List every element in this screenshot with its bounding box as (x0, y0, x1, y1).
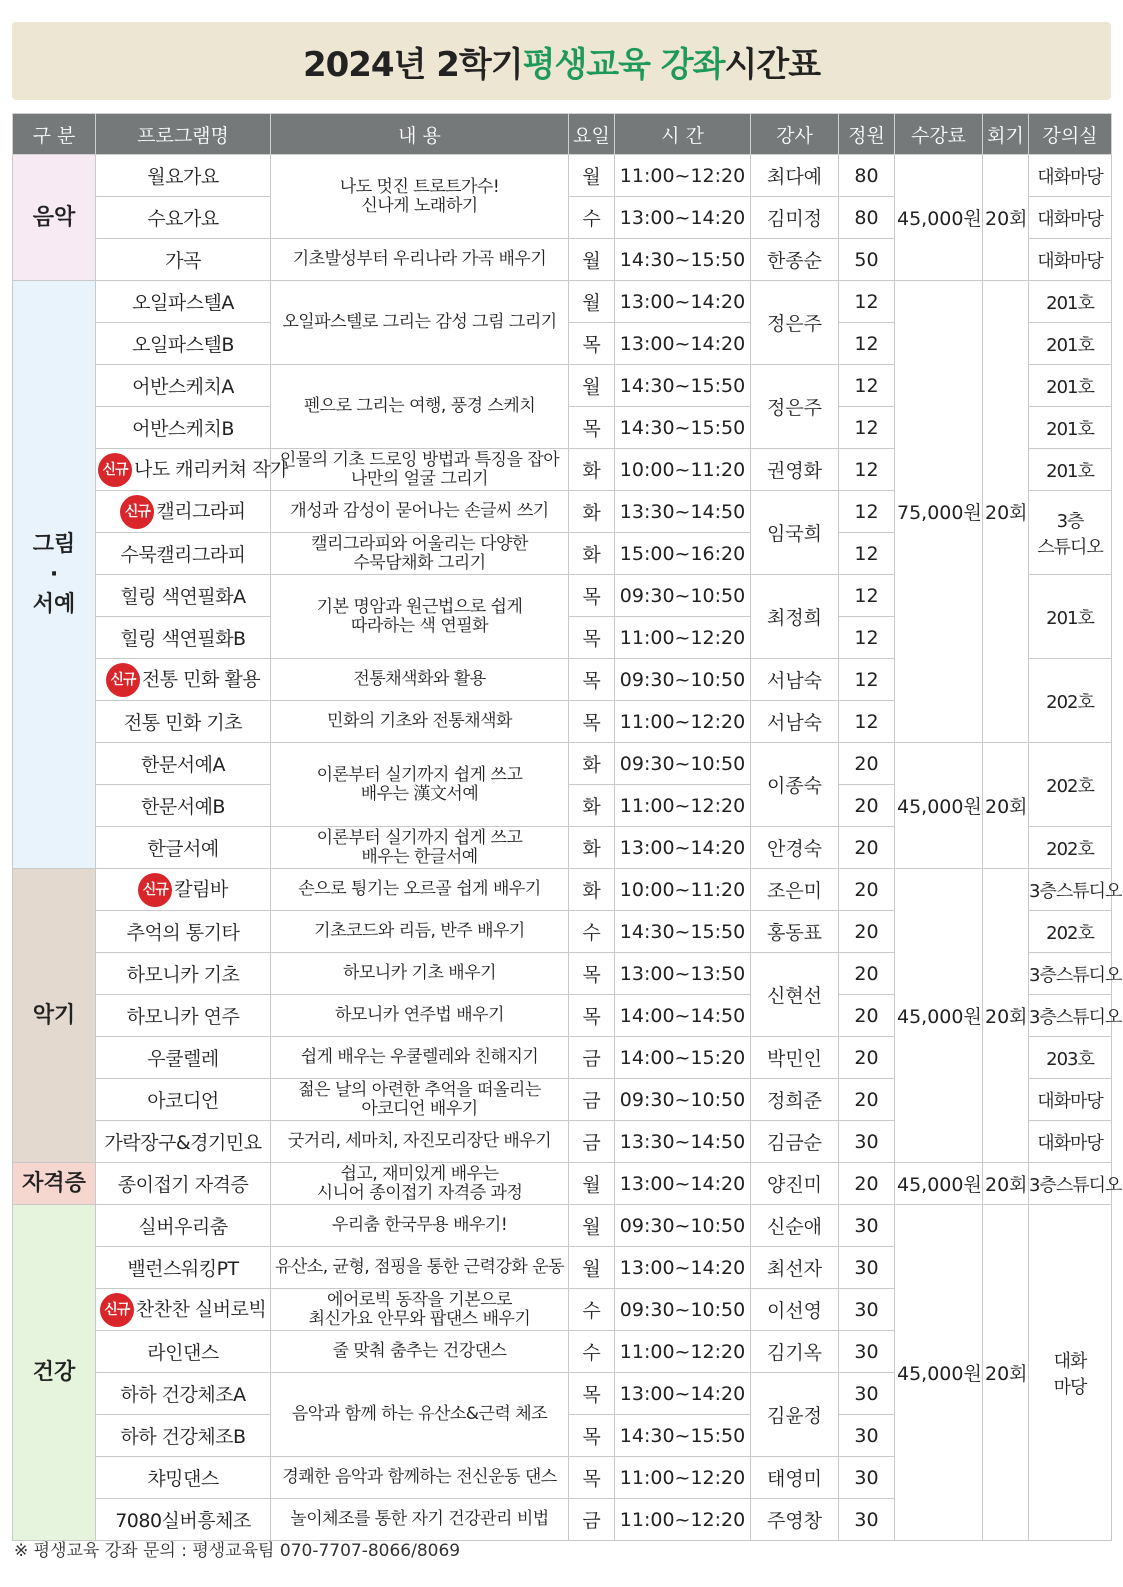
teacher-cell: 태영미 (751, 1457, 839, 1499)
time-cell: 14:30~15:50 (615, 1415, 751, 1457)
capacity-cell: 12 (839, 533, 895, 575)
program-content: 오일파스텔로 그리는 감성 그림 그리기 (271, 281, 569, 365)
program-content: 기초코드와 리듬, 반주 배우기 (271, 911, 569, 953)
teacher-cell: 김기옥 (751, 1331, 839, 1373)
program-content: 기본 명암과 원근법으로 쉽게 따라하는 색 연필화 (271, 575, 569, 659)
capacity-cell: 20 (839, 1163, 895, 1205)
day-cell: 목 (569, 1373, 615, 1415)
time-cell: 10:00~11:20 (615, 449, 751, 491)
room-cell: 202호 (1029, 827, 1112, 869)
program-name: 신규 칼림바 (96, 869, 271, 911)
time-cell: 14:30~15:50 (615, 239, 751, 281)
capacity-cell: 20 (839, 995, 895, 1037)
program-content: 기초발성부터 우리나라 가곡 배우기 (271, 239, 569, 281)
program-content: 개성과 감성이 묻어나는 손글씨 쓰기 (271, 491, 569, 533)
col-category-header: 구 분 (13, 114, 96, 155)
fee-cell: 45,000원 (895, 869, 983, 1163)
col-sessions-header: 회기 (983, 114, 1029, 155)
table-row (13, 281, 1112, 323)
capacity-cell: 30 (839, 1373, 895, 1415)
capacity-cell: 12 (839, 659, 895, 701)
col-fee-header: 수강료 (895, 114, 983, 155)
time-cell: 14:30~15:50 (615, 407, 751, 449)
time-cell: 09:30~10:50 (615, 743, 751, 785)
day-cell: 화 (569, 449, 615, 491)
day-cell: 목 (569, 575, 615, 617)
program-name: 오일파스텔A (96, 281, 271, 323)
program-name: 오일파스텔B (96, 323, 271, 365)
program-name: 7080실버흥체조 (96, 1499, 271, 1541)
program-name: 가곡 (96, 239, 271, 281)
teacher-cell: 권영화 (751, 449, 839, 491)
room-cell: 대화마당 (1029, 197, 1112, 239)
program-name: 라인댄스 (96, 1331, 271, 1373)
time-cell: 09:30~10:50 (615, 1289, 751, 1331)
col-teacher-header: 강사 (751, 114, 839, 155)
table-row (13, 869, 1112, 911)
capacity-cell: 20 (839, 1037, 895, 1079)
time-cell: 11:00~12:20 (615, 155, 751, 197)
new-badge: 신규 (100, 1293, 134, 1327)
program-name: 종이접기 자격증 (96, 1163, 271, 1205)
teacher-cell: 주영창 (751, 1499, 839, 1541)
day-cell: 목 (569, 659, 615, 701)
time-cell: 11:00~12:20 (615, 701, 751, 743)
time-cell: 11:00~12:20 (615, 785, 751, 827)
sessions-cell: 20회 (983, 1163, 1029, 1205)
program-content: 펜으로 그리는 여행, 풍경 스케치 (271, 365, 569, 449)
capacity-cell: 12 (839, 281, 895, 323)
program-name: 한글서예 (96, 827, 271, 869)
program-name: 어반스케치A (96, 365, 271, 407)
time-cell: 13:00~13:50 (615, 953, 751, 995)
capacity-cell: 30 (839, 1289, 895, 1331)
program-content: 인물의 기초 드로잉 방법과 특징을 잡아 나만의 얼굴 그리기 (271, 449, 569, 491)
capacity-cell: 50 (839, 239, 895, 281)
program-name: 챠밍댄스 (96, 1457, 271, 1499)
capacity-cell: 12 (839, 617, 895, 659)
room-cell: 202호 (1029, 659, 1112, 743)
header-row (13, 114, 1112, 155)
day-cell: 금 (569, 1499, 615, 1541)
program-name: 밸런스워킹PT (96, 1247, 271, 1289)
category-cell: 음악 (13, 155, 96, 281)
day-cell: 월 (569, 365, 615, 407)
day-cell: 화 (569, 491, 615, 533)
teacher-cell: 김미정 (751, 197, 839, 239)
time-cell: 13:30~14:50 (615, 491, 751, 533)
category-cell: 악기 (13, 869, 96, 1163)
day-cell: 목 (569, 323, 615, 365)
time-cell: 09:30~10:50 (615, 575, 751, 617)
teacher-cell: 최선자 (751, 1247, 839, 1289)
capacity-cell: 12 (839, 365, 895, 407)
capacity-cell: 20 (839, 953, 895, 995)
room-cell: 3층스튜디오 (1029, 869, 1112, 911)
time-cell: 13:00~14:20 (615, 1163, 751, 1205)
capacity-cell: 20 (839, 785, 895, 827)
capacity-cell: 20 (839, 1079, 895, 1121)
program-name: 실버우리춤 (96, 1205, 271, 1247)
program-name: 신규 캘리그라피 (96, 491, 271, 533)
time-cell: 11:00~12:20 (615, 617, 751, 659)
program-content: 쉽게 배우는 우쿨렐레와 친해지기 (271, 1037, 569, 1079)
time-cell: 14:30~15:50 (615, 365, 751, 407)
teacher-cell: 김금순 (751, 1121, 839, 1163)
program-name: 하하 건강체조A (96, 1373, 271, 1415)
room-cell: 3층스튜디오 (1029, 995, 1112, 1037)
program-name: 하모니카 기초 (96, 953, 271, 995)
sessions-cell: 20회 (983, 155, 1029, 281)
room-cell: 201호 (1029, 407, 1112, 449)
day-cell: 월 (569, 155, 615, 197)
capacity-cell: 12 (839, 575, 895, 617)
program-name: 전통 민화 기초 (96, 701, 271, 743)
program-content: 나도 멋진 트로트가수! 신나게 노래하기 (271, 155, 569, 239)
day-cell: 금 (569, 1079, 615, 1121)
program-content: 에어로빅 동작을 기본으로 최신가요 안무와 팝댄스 배우기 (271, 1289, 569, 1331)
day-cell: 목 (569, 953, 615, 995)
day-cell: 금 (569, 1037, 615, 1079)
capacity-cell: 30 (839, 1121, 895, 1163)
new-badge: 신규 (120, 495, 154, 529)
program-content: 놀이체조를 통한 자기 건강관리 비법 (271, 1499, 569, 1541)
program-content: 민화의 기초와 전통채색화 (271, 701, 569, 743)
capacity-cell: 80 (839, 197, 895, 239)
day-cell: 목 (569, 617, 615, 659)
time-cell: 11:00~12:20 (615, 1457, 751, 1499)
room-cell: 3층스튜디오 (1029, 1163, 1112, 1205)
program-name: 신규 나도 캐리커쳐 작가 (96, 449, 271, 491)
program-name: 신규 전통 민화 활용 (96, 659, 271, 701)
teacher-cell: 양진미 (751, 1163, 839, 1205)
program-name: 수요가요 (96, 197, 271, 239)
capacity-cell: 30 (839, 1415, 895, 1457)
title-highlight: 평생교육 강좌 (522, 44, 725, 85)
teacher-cell: 한종순 (751, 239, 839, 281)
title-text: 2024년 2학기 (302, 44, 523, 85)
program-content: 쉽고, 재미있게 배우는 시니어 종이접기 자격증 과정 (271, 1163, 569, 1205)
program-content: 전통채색화와 활용 (271, 659, 569, 701)
program-content: 캘리그라피와 어울리는 다양한 수묵담채화 그리기 (271, 533, 569, 575)
room-cell: 대화마당 (1029, 239, 1112, 281)
program-name: 아코디언 (96, 1079, 271, 1121)
teacher-cell: 서남숙 (751, 701, 839, 743)
capacity-cell: 20 (839, 743, 895, 785)
day-cell: 월 (569, 1247, 615, 1289)
time-cell: 10:00~11:20 (615, 869, 751, 911)
category-cell: 그림 · 서예 (13, 281, 96, 869)
sessions-cell: 20회 (983, 869, 1029, 1163)
time-cell: 09:30~10:50 (615, 659, 751, 701)
program-content: 이론부터 실기까지 쉽게 쓰고 배우는 漢文서예 (271, 743, 569, 827)
sessions-cell: 20회 (983, 281, 1029, 743)
title-text-end: 시간표 (724, 44, 821, 85)
time-cell: 14:30~15:50 (615, 911, 751, 953)
col-capacity-header: 정원 (839, 114, 895, 155)
program-content: 젊은 날의 아련한 추억을 떠올리는 아코디언 배우기 (271, 1079, 569, 1121)
teacher-cell: 서남숙 (751, 659, 839, 701)
teacher-cell: 최다예 (751, 155, 839, 197)
teacher-cell: 조은미 (751, 869, 839, 911)
time-cell: 13:30~14:50 (615, 1121, 751, 1163)
day-cell: 목 (569, 995, 615, 1037)
capacity-cell: 20 (839, 827, 895, 869)
day-cell: 목 (569, 1415, 615, 1457)
teacher-cell: 신순애 (751, 1205, 839, 1247)
time-cell: 13:00~14:20 (615, 197, 751, 239)
room-cell: 대화마당 (1029, 155, 1112, 197)
program-content: 줄 맞춰 춤추는 건강댄스 (271, 1331, 569, 1373)
program-name: 월요가요 (96, 155, 271, 197)
table-row (13, 155, 1112, 197)
day-cell: 수 (569, 197, 615, 239)
program-name: 우쿨렐레 (96, 1037, 271, 1079)
category-cell: 건강 (13, 1205, 96, 1541)
program-name: 수묵캘리그라피 (96, 533, 271, 575)
capacity-cell: 20 (839, 911, 895, 953)
program-content: 손으로 튕기는 오르골 쉽게 배우기 (271, 869, 569, 911)
footer-note: ※ 평생교육 강좌 문의 : 평생교육팀 070-7707-8066/8069 (14, 1541, 461, 1561)
time-cell: 14:00~15:20 (615, 1037, 751, 1079)
program-name: 힐링 색연필화B (96, 617, 271, 659)
teacher-cell: 정은주 (751, 281, 839, 365)
col-content-header: 내 용 (271, 114, 569, 155)
day-cell: 수 (569, 1289, 615, 1331)
capacity-cell: 30 (839, 1205, 895, 1247)
teacher-cell: 김윤정 (751, 1373, 839, 1457)
col-program-header: 프로그램명 (96, 114, 271, 155)
day-cell: 목 (569, 701, 615, 743)
program-content: 하모니카 기초 배우기 (271, 953, 569, 995)
fee-cell: 75,000원 (895, 281, 983, 743)
program-name: 하하 건강체조B (96, 1415, 271, 1457)
capacity-cell: 12 (839, 449, 895, 491)
time-cell: 15:00~16:20 (615, 533, 751, 575)
room-cell: 3층스튜디오 (1029, 953, 1112, 995)
sessions-cell: 20회 (983, 743, 1029, 869)
new-badge: 신규 (106, 663, 140, 697)
teacher-cell: 이선영 (751, 1289, 839, 1331)
day-cell: 월 (569, 281, 615, 323)
day-cell: 화 (569, 743, 615, 785)
program-name: 신규 찬찬찬 실버로빅 (96, 1289, 271, 1331)
program-name: 한문서예B (96, 785, 271, 827)
capacity-cell: 12 (839, 407, 895, 449)
day-cell: 화 (569, 827, 615, 869)
new-badge: 신규 (138, 873, 172, 907)
teacher-cell: 이종숙 (751, 743, 839, 827)
capacity-cell: 30 (839, 1247, 895, 1289)
time-cell: 14:00~14:50 (615, 995, 751, 1037)
time-cell: 13:00~14:20 (615, 323, 751, 365)
teacher-cell: 최정희 (751, 575, 839, 659)
day-cell: 화 (569, 785, 615, 827)
capacity-cell: 12 (839, 701, 895, 743)
day-cell: 수 (569, 1331, 615, 1373)
time-cell: 13:00~14:20 (615, 1247, 751, 1289)
capacity-cell: 20 (839, 869, 895, 911)
day-cell: 금 (569, 1121, 615, 1163)
program-content: 이론부터 실기까지 쉽게 쓰고 배우는 한글서예 (271, 827, 569, 869)
capacity-cell: 30 (839, 1457, 895, 1499)
room-cell: 201호 (1029, 281, 1112, 323)
room-cell: 202호 (1029, 911, 1112, 953)
teacher-cell: 박민인 (751, 1037, 839, 1079)
room-cell: 대화마당 (1029, 1079, 1112, 1121)
fee-cell: 45,000원 (895, 1205, 983, 1541)
new-badge: 신규 (98, 453, 132, 487)
program-name: 힐링 색연필화A (96, 575, 271, 617)
category-cell: 자격증 (13, 1163, 96, 1205)
teacher-cell: 신현선 (751, 953, 839, 1037)
teacher-cell: 정희준 (751, 1079, 839, 1121)
col-day-header: 요일 (569, 114, 615, 155)
day-cell: 월 (569, 239, 615, 281)
day-cell: 수 (569, 911, 615, 953)
time-cell: 13:00~14:20 (615, 1373, 751, 1415)
teacher-cell: 정은주 (751, 365, 839, 449)
capacity-cell: 12 (839, 491, 895, 533)
room-cell: 201호 (1029, 449, 1112, 491)
program-content: 음악과 함께 하는 유산소&근력 체조 (271, 1373, 569, 1457)
table-row (13, 1205, 1112, 1247)
time-cell: 13:00~14:20 (615, 827, 751, 869)
room-cell: 대화 마당 (1029, 1205, 1112, 1541)
program-name: 하모니카 연주 (96, 995, 271, 1037)
day-cell: 화 (569, 533, 615, 575)
program-name: 어반스케치B (96, 407, 271, 449)
room-cell: 201호 (1029, 365, 1112, 407)
col-room-header: 강의실 (1029, 114, 1112, 155)
program-content: 경쾌한 음악과 함께하는 전신운동 댄스 (271, 1457, 569, 1499)
room-cell: 201호 (1029, 323, 1112, 365)
time-cell: 09:30~10:50 (615, 1205, 751, 1247)
day-cell: 월 (569, 1163, 615, 1205)
room-cell: 203호 (1029, 1037, 1112, 1079)
schedule-table (12, 113, 1122, 1541)
day-cell: 화 (569, 869, 615, 911)
fee-cell: 45,000원 (895, 743, 983, 869)
time-cell: 09:30~10:50 (615, 1079, 751, 1121)
day-cell: 목 (569, 1457, 615, 1499)
program-content: 유산소, 균형, 점핑을 통한 근력강화 운동 (271, 1247, 569, 1289)
capacity-cell: 30 (839, 1331, 895, 1373)
room-cell: 대화마당 (1029, 1121, 1112, 1163)
capacity-cell: 80 (839, 155, 895, 197)
room-cell: 202호 (1029, 743, 1112, 827)
table-row (13, 1163, 1112, 1205)
room-cell: 3층 스튜디오 (1029, 491, 1112, 575)
fee-cell: 45,000원 (895, 155, 983, 281)
table-row (13, 743, 1112, 785)
teacher-cell: 안경숙 (751, 827, 839, 869)
time-cell: 11:00~12:20 (615, 1499, 751, 1541)
page-title (12, 22, 1111, 100)
program-content: 굿거리, 세마치, 자진모리장단 배우기 (271, 1121, 569, 1163)
teacher-cell: 임국희 (751, 491, 839, 575)
time-cell: 11:00~12:20 (615, 1331, 751, 1373)
fee-cell: 45,000원 (895, 1163, 983, 1205)
capacity-cell: 30 (839, 1499, 895, 1541)
program-content: 우리춤 한국무용 배우기! (271, 1205, 569, 1247)
program-name: 가락장구&경기민요 (96, 1121, 271, 1163)
day-cell: 목 (569, 407, 615, 449)
time-cell: 13:00~14:20 (615, 281, 751, 323)
program-name: 한문서예A (96, 743, 271, 785)
sessions-cell: 20회 (983, 1205, 1029, 1541)
col-time-header: 시 간 (615, 114, 751, 155)
program-name: 추억의 통기타 (96, 911, 271, 953)
day-cell: 월 (569, 1205, 615, 1247)
room-cell: 201호 (1029, 575, 1112, 659)
capacity-cell: 12 (839, 323, 895, 365)
program-content: 하모니카 연주법 배우기 (271, 995, 569, 1037)
teacher-cell: 홍동표 (751, 911, 839, 953)
